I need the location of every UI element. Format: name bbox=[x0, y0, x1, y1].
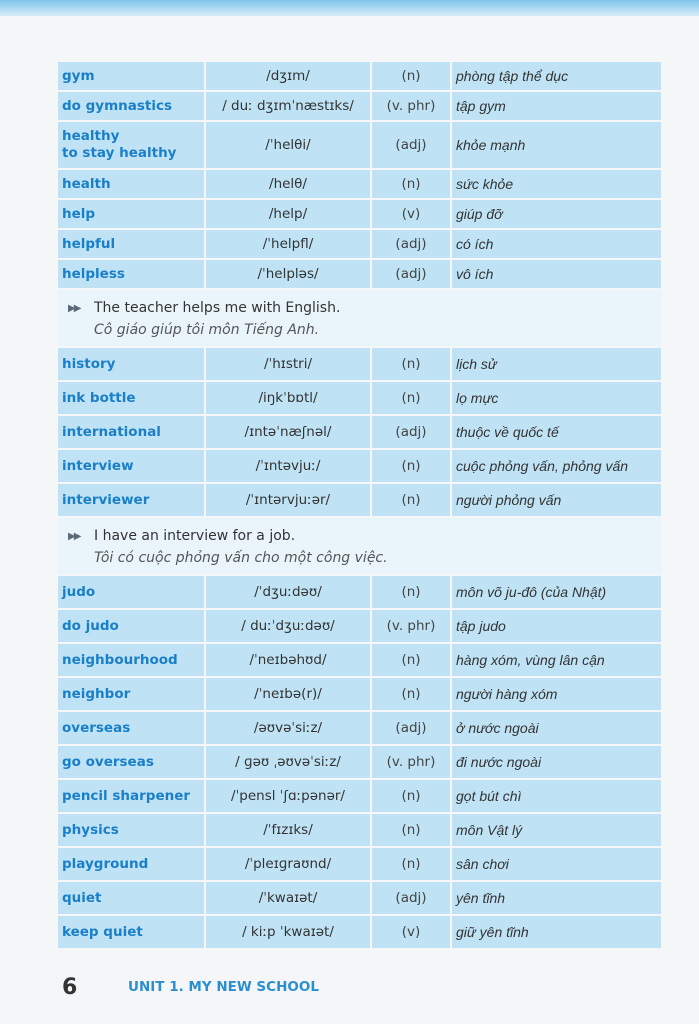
meaning-cell: giữ yên tĩnh bbox=[456, 924, 529, 940]
pos-cell: (n) bbox=[372, 450, 452, 482]
word-cell: help bbox=[58, 200, 206, 228]
ipa-cell: /ˈkwaɪət/ bbox=[206, 882, 372, 914]
meaning-cell: môn Vật lý bbox=[456, 822, 523, 838]
pos-cell: (n) bbox=[372, 348, 452, 380]
pos-cell: (n) bbox=[372, 848, 452, 880]
meaning-cell: sức khỏe bbox=[456, 176, 514, 192]
ipa-cell: /ɪntəˈnæʃnəl/ bbox=[206, 416, 372, 448]
pos-cell: (v) bbox=[372, 200, 452, 228]
vocab-row bbox=[58, 678, 661, 712]
meaning-cell: người phỏng vấn bbox=[456, 492, 562, 508]
vocab-row bbox=[58, 416, 661, 450]
example-arrow-icon: ▶▶ bbox=[68, 302, 80, 314]
ipa-cell: /ˈpleɪɡraʊnd/ bbox=[206, 848, 372, 880]
vocab-group-3 bbox=[58, 576, 661, 950]
pos-cell: (adj) bbox=[372, 260, 452, 288]
meaning-cell: ở nước ngoài bbox=[456, 720, 539, 736]
meaning-cell: thuộc về quốc tế bbox=[456, 424, 559, 440]
vocab-row bbox=[58, 122, 661, 170]
ipa-cell: /əʊvəˈsiːz/ bbox=[206, 712, 372, 744]
meaning-cell: khỏe mạnh bbox=[456, 137, 526, 153]
word-cell: judo bbox=[58, 576, 206, 608]
vocab-row bbox=[58, 348, 661, 382]
vocab-row bbox=[58, 450, 661, 484]
meaning-cell: người hàng xóm bbox=[456, 686, 558, 702]
word-cell: go overseas bbox=[58, 746, 206, 778]
ipa-cell: /ˈfɪzɪks/ bbox=[206, 814, 372, 846]
word-cell: pencil sharpener bbox=[58, 780, 206, 812]
word-cell: physics bbox=[58, 814, 206, 846]
pos-cell: (v. phr) bbox=[372, 746, 452, 778]
ipa-cell: /dʒɪm/ bbox=[206, 62, 372, 90]
word-cell: helpful bbox=[58, 230, 206, 258]
ipa-cell: /ˈpensl ˈʃɑːpənər/ bbox=[206, 780, 372, 812]
example-box-1 bbox=[58, 290, 661, 348]
vocab-row bbox=[58, 814, 661, 848]
ipa-cell: / kiːp ˈkwaɪət/ bbox=[206, 916, 372, 948]
meaning-cell: giúp đỡ bbox=[456, 206, 503, 222]
meaning-cell: cuộc phỏng vấn, phỏng vấn bbox=[456, 458, 629, 474]
pos-cell: (n) bbox=[372, 814, 452, 846]
word-cell: neighbor bbox=[58, 678, 206, 710]
ipa-cell: /ˈhelpləs/ bbox=[206, 260, 372, 288]
word-cell: quiet bbox=[58, 882, 206, 914]
vocab-row bbox=[58, 882, 661, 916]
pos-cell: (n) bbox=[372, 576, 452, 608]
word-cell: neighbourhood bbox=[58, 644, 206, 676]
vocab-row bbox=[58, 200, 661, 230]
vocab-row bbox=[58, 92, 661, 122]
meaning-cell: tập gym bbox=[456, 98, 506, 114]
word-cell: gym bbox=[58, 62, 206, 90]
vocab-group-1 bbox=[58, 62, 661, 290]
pos-cell: (adj) bbox=[372, 882, 452, 914]
example-en: The teacher helps me with English. bbox=[94, 300, 341, 316]
pos-cell: (n) bbox=[372, 644, 452, 676]
word-cell: overseas bbox=[58, 712, 206, 744]
vocab-row bbox=[58, 780, 661, 814]
word-cell: interview bbox=[58, 450, 206, 482]
vocab-row bbox=[58, 644, 661, 678]
pos-cell: (v. phr) bbox=[372, 92, 452, 120]
meaning-cell: vô ích bbox=[456, 266, 494, 282]
vocab-row bbox=[58, 916, 661, 950]
example-arrow-icon: ▶▶ bbox=[68, 530, 80, 542]
ipa-cell: /ˈɪntərvjuːər/ bbox=[206, 484, 372, 516]
vocab-row bbox=[58, 576, 661, 610]
pos-cell: (v) bbox=[372, 916, 452, 948]
vocab-row bbox=[58, 260, 661, 290]
meaning-cell: lịch sử bbox=[456, 356, 497, 372]
word-cell: keep quiet bbox=[58, 916, 206, 948]
vocab-row bbox=[58, 230, 661, 260]
vocab-row bbox=[58, 62, 661, 92]
ipa-cell: /help/ bbox=[206, 200, 372, 228]
word-cell: ink bottle bbox=[58, 382, 206, 414]
word-cell: do gymnastics bbox=[58, 92, 206, 120]
ipa-cell: /ˈdʒuːdəʊ/ bbox=[206, 576, 372, 608]
vocab-row bbox=[58, 484, 661, 518]
vocab-row bbox=[58, 746, 661, 780]
vocab-row bbox=[58, 848, 661, 882]
page-number: 6 bbox=[62, 974, 78, 1000]
vocab-row bbox=[58, 712, 661, 746]
pos-cell: (n) bbox=[372, 484, 452, 516]
ipa-cell: /iŋkˈbɒtl/ bbox=[206, 382, 372, 414]
vocabulary-table bbox=[58, 62, 661, 950]
word-cell: health bbox=[58, 170, 206, 198]
pos-cell: (n) bbox=[372, 382, 452, 414]
meaning-cell: yên tĩnh bbox=[456, 890, 506, 906]
ipa-cell: /ˈɪntəvjuː/ bbox=[206, 450, 372, 482]
page-footer bbox=[62, 972, 319, 1002]
ipa-cell: / duː dʒɪmˈnæstɪks/ bbox=[206, 92, 372, 120]
vocab-row bbox=[58, 610, 661, 644]
pos-cell: (n) bbox=[372, 678, 452, 710]
vocab-group-2 bbox=[58, 348, 661, 518]
meaning-cell: môn võ ju-đô (của Nhật) bbox=[456, 584, 607, 600]
ipa-cell: /ˈneɪbəhʊd/ bbox=[206, 644, 372, 676]
word-cell: helpless bbox=[58, 260, 206, 288]
pos-cell: (n) bbox=[372, 170, 452, 198]
meaning-cell: hàng xóm, vùng lân cận bbox=[456, 652, 605, 668]
example-vi: Tôi có cuộc phỏng vấn cho một công việc. bbox=[94, 550, 388, 566]
meaning-cell: sân chơi bbox=[456, 856, 509, 872]
word-cell: international bbox=[58, 416, 206, 448]
vocab-row bbox=[58, 382, 661, 416]
pos-cell: (adj) bbox=[372, 712, 452, 744]
word-cell: healthy to stay healthy bbox=[58, 122, 206, 168]
meaning-cell: tập judo bbox=[456, 618, 506, 634]
meaning-cell: gọt bút chì bbox=[456, 788, 522, 804]
meaning-cell: phòng tập thể dục bbox=[456, 68, 569, 84]
ipa-cell: /ˈhelθi/ bbox=[206, 122, 372, 168]
pos-cell: (adj) bbox=[372, 230, 452, 258]
pos-cell: (n) bbox=[372, 62, 452, 90]
ipa-cell: /ˈhɪstri/ bbox=[206, 348, 372, 380]
word-cell: do judo bbox=[58, 610, 206, 642]
meaning-cell: có ích bbox=[456, 236, 494, 252]
ipa-cell: / duːˈdʒuːdəʊ/ bbox=[206, 610, 372, 642]
word-cell: interviewer bbox=[58, 484, 206, 516]
pos-cell: (adj) bbox=[372, 122, 452, 168]
pos-cell: (v. phr) bbox=[372, 610, 452, 642]
pos-cell: (adj) bbox=[372, 416, 452, 448]
word-cell: history bbox=[58, 348, 206, 380]
example-vi: Cô giáo giúp tôi môn Tiếng Anh. bbox=[94, 322, 320, 338]
ipa-cell: / ɡəʊ ˌəʊvəˈsiːz/ bbox=[206, 746, 372, 778]
ipa-cell: /ˈneɪbə(r)/ bbox=[206, 678, 372, 710]
unit-title: UNIT 1. MY NEW SCHOOL bbox=[128, 979, 319, 995]
vocab-row bbox=[58, 170, 661, 200]
ipa-cell: /helθ/ bbox=[206, 170, 372, 198]
word-cell: playground bbox=[58, 848, 206, 880]
example-box-2 bbox=[58, 518, 661, 576]
ipa-cell: /ˈhelpfl/ bbox=[206, 230, 372, 258]
meaning-cell: đi nước ngoài bbox=[456, 754, 542, 770]
meaning-cell: lọ mực bbox=[456, 390, 499, 406]
example-en: I have an interview for a job. bbox=[94, 528, 296, 544]
pos-cell: (n) bbox=[372, 780, 452, 812]
top-color-band bbox=[0, 0, 699, 16]
